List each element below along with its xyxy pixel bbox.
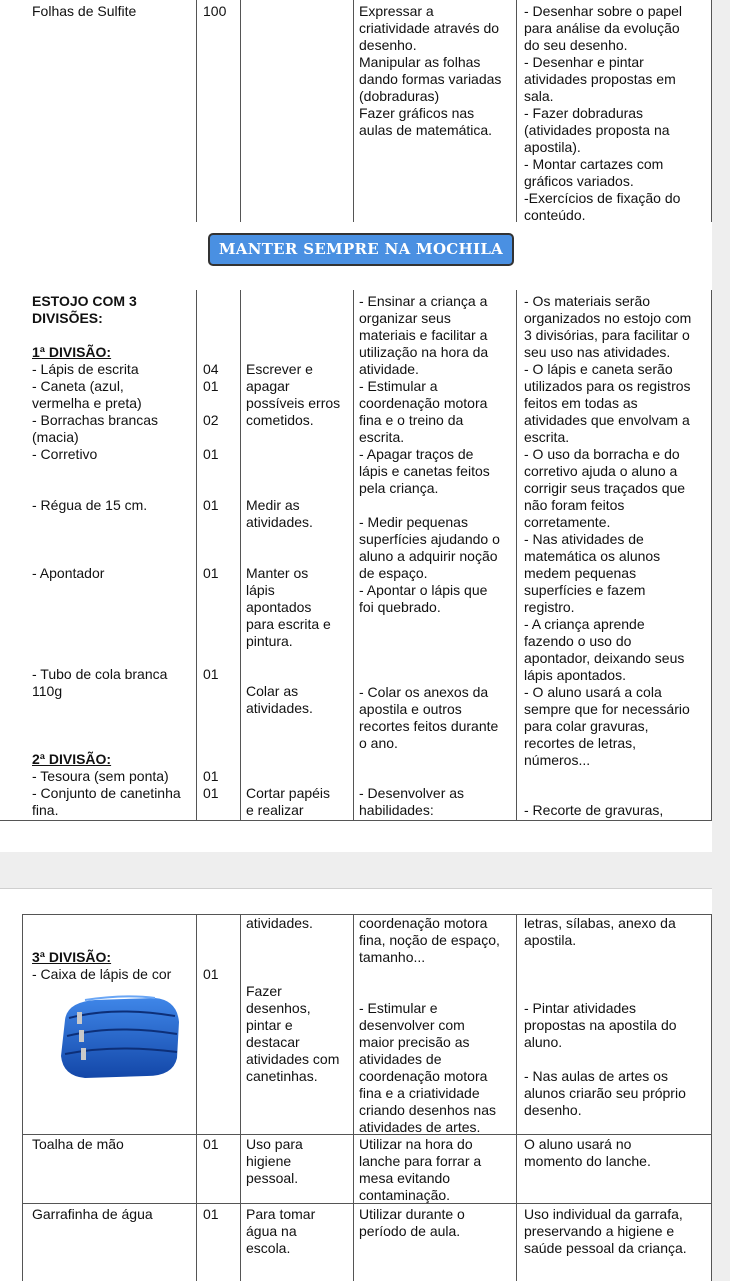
column-divider (196, 0, 197, 222)
use-toalha-mao: Uso para higiene pessoal. (246, 1136, 303, 1186)
banner-manter-sempre-na-mochila: MANTER SEMPRE NA MOCHILA (208, 233, 514, 266)
qty-division-2: 01 01 (203, 768, 219, 801)
pencil-case-image (55, 992, 183, 1080)
use-tubo-cola: Colar as atividades. (246, 683, 313, 716)
objective-garrafinha-agua: Utilizar durante o período de aula. (359, 1206, 465, 1239)
column-divider (711, 0, 712, 222)
objective-estojo: - Ensinar a criança a organizar seus materiais e facilitar a utilização na hora da atividade. - Estimular a coordenação motora fina e o treino da escrita. - Apagar traços de lápis e canetas feitos pela criança. - Medir pequenas superfícies ajudando o aluno a adquirir noção de espaço. - Apontar o lápis que foi quebrado. - Colar os anexos da apostila e outros recortes feitos durante o ano. (359, 293, 500, 751)
item-regua: - Régua de 15 cm. (32, 497, 148, 513)
column-divider (516, 914, 517, 1281)
use-division-2-cont: atividades. (246, 915, 313, 931)
qty-folhas-sulfite: 100 (203, 3, 227, 19)
activities-estojo: - Os materiais serão organizados no estojo com 3 divisórias, para facilitar o seu uso nas atividades. - O lápis e caneta serão utilizados para os registros feitos em todas as atividades que envolvam a escrita. - O uso da borracha e do corretivo ajuda o aluno a corrigir seus traçados que não foram feitos corretamente. - Nas atividades de matemática os alunos medem pequenas superfícies e fazem registro. - A criança aprende fazendo o uso do apontador, deixando seus lápis apontados. - O aluno usará a cola sempre que for necessário para colar gravuras, recortes de letras, números... (524, 293, 692, 768)
column-divider (516, 0, 517, 222)
qty-caixa-lapis-cor: 01 (203, 966, 219, 982)
column-divider (516, 290, 517, 820)
qty-regua: 01 (203, 497, 219, 513)
qty-toalha-mao: 01 (203, 1136, 219, 1152)
activities-caixa-lapis-cor: - Pintar atividades propostas na apostila do aluno. - Nas aulas de artes os alunos criarão seu próprio desenho. (524, 1000, 686, 1118)
estojo-title: ESTOJO COM 3 DIVISÕES: (32, 293, 137, 326)
table-bottom-border (0, 820, 712, 821)
column-divider (196, 290, 197, 820)
column-divider (240, 0, 241, 222)
use-regua: Medir as atividades. (246, 497, 313, 530)
activities-division-2-cont: letras, sílabas, anexo da apostila. (524, 915, 676, 948)
items-division-1: - Lápis de escrita - Caneta (azul, vermelha e preta) - Borrachas brancas (macia) - Corretivo (32, 361, 159, 462)
activities-garrafinha-agua: Uso individual da garrafa, preservando a higiene e saúde pessoal da criança. (524, 1206, 687, 1256)
item-tubo-cola: - Tubo de cola branca 110g (32, 666, 168, 699)
division-3-title: 3ª DIVISÃO: (32, 949, 112, 965)
objective-toalha-mao: Utilizar na hora do lanche para forrar a mesa evitando contaminação. (359, 1136, 482, 1203)
item-folhas-sulfite: Folhas de Sulfite (32, 3, 137, 19)
item-garrafinha-agua: Garrafinha de água (32, 1206, 153, 1222)
qty-division-1: 04 01 02 01 (203, 361, 219, 462)
column-divider (353, 290, 354, 820)
activities-division-2: - Recorte de gravuras, (524, 802, 664, 818)
division-1-title: 1ª DIVISÃO: (32, 344, 112, 360)
use-caixa-lapis-cor: Fazer desenhos, pintar e destacar atividades com canetinhas. (246, 983, 340, 1084)
use-division-1: Escrever e apagar possíveis erros cometidos. (246, 361, 341, 428)
qty-garrafinha-agua: 01 (203, 1206, 219, 1222)
item-toalha-mao: Toalha de mão (32, 1136, 124, 1152)
use-garrafinha-agua: Para tomar água na escola. (246, 1206, 316, 1256)
column-divider (353, 914, 354, 1281)
items-division-2: - Tesoura (sem ponta) - Conjunto de canetinha fina. (32, 768, 181, 818)
division-2-title: 2ª DIVISÃO: (32, 751, 112, 767)
qty-apontador: 01 (203, 565, 219, 581)
use-apontador: Manter os lápis apontados para escrita e pintura. (246, 565, 331, 649)
column-divider (353, 0, 354, 222)
column-divider (240, 290, 241, 820)
column-divider (196, 914, 197, 1281)
item-apontador: - Apontador (32, 565, 105, 581)
objective-caixa-lapis-cor: - Estimular e desenvolver com maior precisão as atividades de coordenação motora fina e a criatividade criando desenhos nas atividades de artes. (359, 1000, 496, 1135)
activities-toalha-mao: O aluno usará no momento do lanche. (524, 1136, 651, 1169)
activities-folhas-sulfite: - Desenhar sobre o papel para análise da evolução do seu desenho. - Desenhar e pintar atividades propostas em sala. - Fazer dobraduras (atividades proposta na apostila). - Montar cartazes com gráficos variados. -Exercícios de fixação do conteúdo. (524, 3, 682, 223)
column-divider (711, 290, 712, 820)
objective-division-2: - Desenvolver as habilidades: (359, 785, 465, 818)
use-division-2: Cortar papéis e realizar (246, 785, 331, 818)
objective-folhas-sulfite: Expressar a criatividade através do desenho. Manipular as folhas dando formas variadas (dobraduras) Fazer gráficos nas aulas de matemática. (359, 3, 502, 138)
objective-division-2-cont: coordenação motora fina, noção de espaço, tamanho... (359, 915, 500, 965)
column-divider (711, 914, 712, 1281)
column-divider (22, 914, 23, 1281)
column-divider (240, 914, 241, 1281)
qty-tubo-cola: 01 (203, 666, 219, 682)
item-caixa-lapis-cor: - Caixa de lápis de cor (32, 966, 172, 982)
